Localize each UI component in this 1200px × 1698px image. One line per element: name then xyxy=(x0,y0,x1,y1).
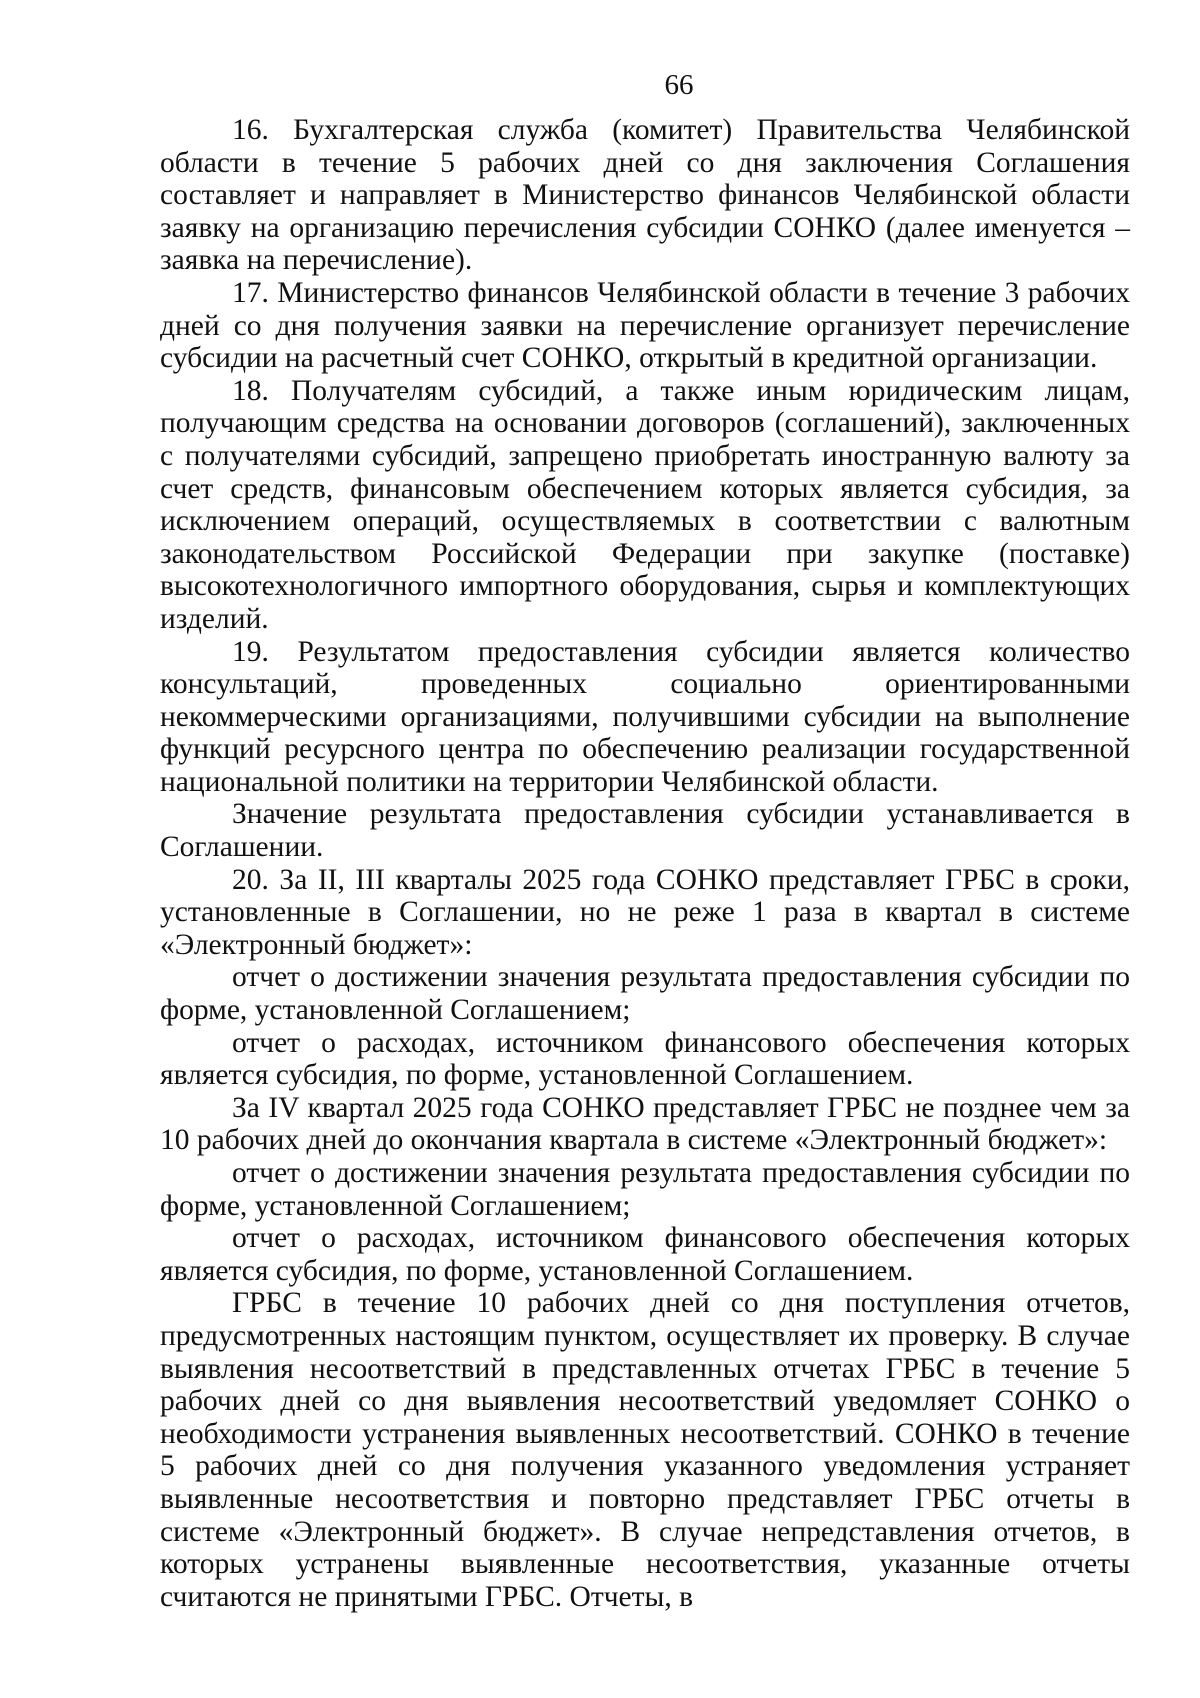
paragraph-18-currency-restriction: 18. Получателям субсидий, а также иным юридическим лицам, получающим средства на основании договоров (соглашений), заключенных с получателями субсидий, запрещено приобретать иностранную валюту за счет средств, финансовым обеспечением которых является субсидия, за исключением операций, осуществляемых в соответствии с валютным законодательством Российской Федерации при закупке (поставке) высокотехнологичного импортного оборудования, сырья и комплектующих изделий. xyxy=(160,374,1130,635)
list-item-expense-report-q4: отчет о расходах, источником финансового обеспечения которых является субсидия, по форме, установленной Соглашением. xyxy=(160,1222,1130,1287)
list-item-achievement-report: отчет о достижении значения результата предоставления субсидии по форме, установленной Соглашением; xyxy=(160,961,1130,1027)
paragraph-report-verification: ГРБС в течение 10 рабочих дней со дня поступления отчетов, предусмотренных настоящим пунктом, осуществляет их проверку. В случае выявления несоответствий в представленных отчетах ГРБС в течение 5 рабочих дней со дня выявления несоответствий уведомляет СОНКО о необходимости устранения выявленных несоответствий. СОНКО в течение 5 рабочих дней со дня получения указанного уведомления устраняет выявленные несоответствия и повторно представляет ГРБС отчеты в системе «Электронный бюджет». В случае непредставления отчетов, в которых устранены выявленные несоответствия, указанные отчеты считаются не принятыми ГРБС. Отчеты, в xyxy=(160,1287,1130,1613)
paragraph-16-accounting-service: 16. Бухгалтерская служба (комитет) Правительства Челябинской области в течение 5 рабочих дней со дня заключения Соглашения составляет и направляет в Министерство финансов Челябинской области заявку на организацию перечисления субсидии СОНКО (далее именуется – заявка на перечисление). xyxy=(160,114,1130,277)
list-item-achievement-report-q4: отчет о достижении значения результата предоставления субсидии по форме, установленной Соглашением; xyxy=(160,1157,1130,1222)
paragraph-20-quarterly-reports: 20. За II, III кварталы 2025 года СОНКО представляет ГРБС в сроки, установленные в Соглашении, но не реже 1 раза в квартал в системе «Электронный бюджет»: xyxy=(160,863,1130,961)
list-item-expense-report: отчет о расходах, источником финансового обеспечения которых является субсидия, по форме, установленной Соглашением. xyxy=(160,1026,1130,1092)
page-number: 66 xyxy=(664,69,694,101)
paragraph-17-ministry-of-finance: 17. Министерство финансов Челябинской области в течение 3 рабочих дней со дня получения заявки на перечисление организует перечисление субсидии на расчетный счет СОНКО, открытый в кредитной организации. xyxy=(160,276,1130,375)
document-body xyxy=(160,114,1130,1613)
paragraph-19-subsidy-result: 19. Результатом предоставления субсидии является количество консультаций, проведенных социально ориентированными некоммерческими организациями, получившими субсидии на выполнение функций ресурсного центра по обеспечению реализации государственной национальной политики на территории Челябинской области. xyxy=(160,635,1130,798)
paragraph-q4-reports: За IV квартал 2025 года СОНКО представляет ГРБС не позднее чем за 10 рабочих дней до окончания квартала в системе «Электронный бюджет»: xyxy=(160,1091,1130,1157)
paragraph-result-value: Значение результата предоставления субсидии устанавливается в Соглашении. xyxy=(160,798,1130,864)
